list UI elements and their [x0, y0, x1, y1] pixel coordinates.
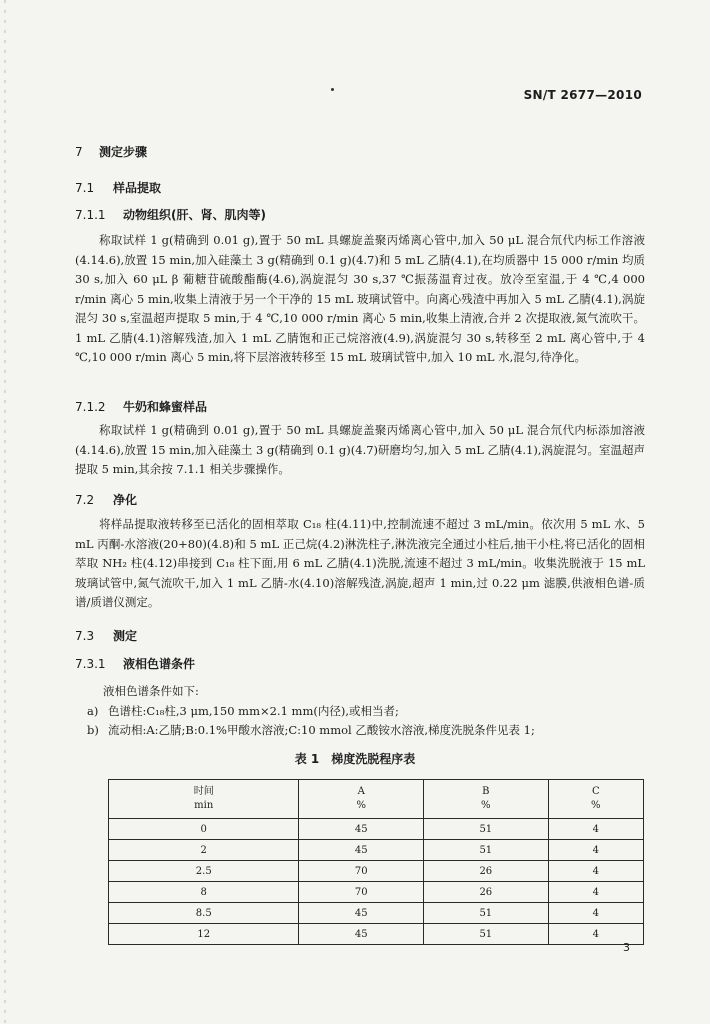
list-marker: b): [87, 723, 99, 737]
table-cell: 8: [109, 882, 299, 903]
table-cell: 45: [299, 819, 424, 840]
table-cell: 26: [424, 861, 549, 882]
table-cell: 26: [424, 882, 549, 903]
section-title: 净化: [113, 493, 138, 507]
section-number: 7.3.1: [75, 657, 106, 671]
table-row: [109, 819, 644, 840]
page-number: 3: [623, 941, 630, 954]
list-item-text: 色谱柱:C₁₈柱,3 μm,150 mm×2.1 mm(内径),或相当者;: [108, 704, 399, 718]
section-7-1-heading: [75, 179, 161, 196]
table-cell: 2: [109, 840, 299, 861]
list-item: [75, 703, 645, 719]
gradient-elution-table: [108, 779, 644, 945]
table-cell: 51: [424, 924, 549, 945]
section-title: 测定: [113, 629, 138, 643]
scan-edge: [4, 0, 6, 1024]
section-7-2-paragraph: 将样品提取液转移至已活化的固相萃取 C₁₈ 柱(4.11)中,控制流速不超过 3 mL/min。依次用 5 mL 水、5 mL 丙酮-水溶液(20+80)(4.8)和 5 mL 正己烷(4.2)淋洗柱子,淋洗液完全通过小柱后,抽干小柱,将已活化的固相萃取 NH₂ 柱(4.12)串接到 C₁₈ 柱下面,用 6 mL 乙腈(4.1)洗脱,流速不超过 3 mL/min。收集洗脱液于 15 mL 玻璃试管中,氮气流吹干,加入 1 mL 乙腈-水(4.10)溶解残渣,涡旋,超声 1 min,过 0.22 μm 滤膜,供液相色谱-质谱/质谱仪测定。: [75, 517, 645, 609]
header-name: 时间: [193, 786, 214, 797]
section-7-1-1-heading: [75, 206, 266, 223]
header-a: [299, 780, 424, 819]
table-cell: 4: [548, 861, 643, 882]
header-unit: %: [481, 800, 491, 811]
table-cell: 4: [548, 840, 643, 861]
table-cell: 45: [299, 903, 424, 924]
table-row: [109, 882, 644, 903]
list-marker: a): [87, 704, 99, 718]
header-b: [424, 780, 549, 819]
section-7-3-1-heading: [75, 655, 195, 672]
section-title: 测定步骤: [99, 145, 148, 159]
section-7-2-heading: [75, 491, 137, 508]
table-cell: 45: [299, 840, 424, 861]
conditions-intro: 液相色谱条件如下:: [103, 684, 199, 698]
section-number: 7.1: [75, 181, 95, 195]
section-number: 7.1.2: [75, 400, 106, 414]
section-7-1-1-paragraph: 称取试样 1 g(精确到 0.01 g),置于 50 mL 具螺旋盖聚丙烯离心管中,加入 50 μL 混合氘代内标工作溶液(4.14.6),放置 15 min,加入硅藻土 3 g(精确到 0.1 g)(4.7)和 5 mL 乙腈(4.1),在均质器中 15 000 r/min 均质 30 s,加入 60 μL β 葡糖苷硫酸酯酶(4.6),涡旋混匀 30 s,37 ℃振荡温育过夜。放冷至室温,于 4 ℃,4 000 r/min 离心 5 min,收集上清液于另一个干净的 15 mL 玻璃试管中。向离心残渣中再加入 5 mL 乙腈(4.1),涡旋混匀 30 s,室温超声提取 5 min,于 4 ℃,10 000 r/min 离心 5 min,收集上清液,合并 2 次提取液,氮气流吹干。1 mL 乙腈(4.1)溶解残渣,加入 1 mL 乙腈饱和正己烷溶液(4.9),涡旋混匀 30 s,转移至 2 mL 离心管中,于 4 ℃,10 000 r/min 离心 5 min,将下层溶液转移至 15 mL 玻璃试管中,加入 10 mL 水,混匀,待净化。: [75, 233, 645, 364]
table-cell: 2.5: [109, 861, 299, 882]
section-title: 动物组织(肝、肾、肌肉等): [123, 208, 266, 222]
table-cell: 8.5: [109, 903, 299, 924]
table-header-row: [109, 780, 644, 819]
section-number: 7.1.1: [75, 208, 106, 222]
list-item: [75, 722, 645, 738]
header-unit: %: [356, 800, 366, 811]
standard-code: SN/T 2677—2010: [523, 88, 642, 102]
table-row: [109, 840, 644, 861]
table-cell: 70: [299, 861, 424, 882]
table-row: [109, 924, 644, 945]
header-unit: min: [194, 800, 214, 811]
table-row: [109, 861, 644, 882]
header-name: B: [482, 786, 490, 797]
section-number: 7.3: [75, 629, 95, 643]
table-cell: 12: [109, 924, 299, 945]
section-7-1-2-paragraph: 称取试样 1 g(精确到 0.01 g),置于 50 mL 具螺旋盖聚丙烯离心管中,加入 50 μL 混合氘代内标添加溶液(4.14.6),放置 15 min,加入硅藻土 3 g(精确到 0.1 g)(4.7)研磨均匀,加入 5 mL 乙腈(4.1),涡旋混匀。室温超声提取 5 min,其余按 7.1.1 相关步骤操作。: [75, 423, 645, 476]
section-title: 牛奶和蜂蜜样品: [123, 400, 208, 414]
table-cell: 4: [548, 924, 643, 945]
section-title: 液相色谱条件: [123, 657, 196, 671]
table-row: [109, 903, 644, 924]
section-7-3-heading: [75, 627, 137, 644]
section-7-heading: [75, 143, 147, 160]
scan-speck: [331, 88, 334, 91]
table-cell: 51: [424, 903, 549, 924]
section-number: 7: [75, 145, 83, 159]
table-cell: 51: [424, 819, 549, 840]
header-unit: %: [591, 800, 601, 811]
header-name: C: [591, 786, 600, 797]
header-c: [548, 780, 643, 819]
table-cell: 0: [109, 819, 299, 840]
section-7-1-2-heading: [75, 398, 207, 415]
table-cell: 4: [548, 903, 643, 924]
section-title: 样品提取: [113, 181, 162, 195]
list-item-text: 流动相:A:乙腈;B:0.1%甲酸水溶液;C:10 mmol 乙酸铵水溶液,梯度洗脱条件见表 1;: [108, 723, 535, 737]
table-cell: 4: [548, 819, 643, 840]
header-name: A: [357, 786, 365, 797]
table-cell: 51: [424, 840, 549, 861]
table-cell: 4: [548, 882, 643, 903]
header-time: [109, 780, 299, 819]
section-number: 7.2: [75, 493, 95, 507]
table-cell: 70: [299, 882, 424, 903]
table-caption: 表 1 梯度洗脱程序表: [294, 752, 416, 766]
table-cell: 45: [299, 924, 424, 945]
